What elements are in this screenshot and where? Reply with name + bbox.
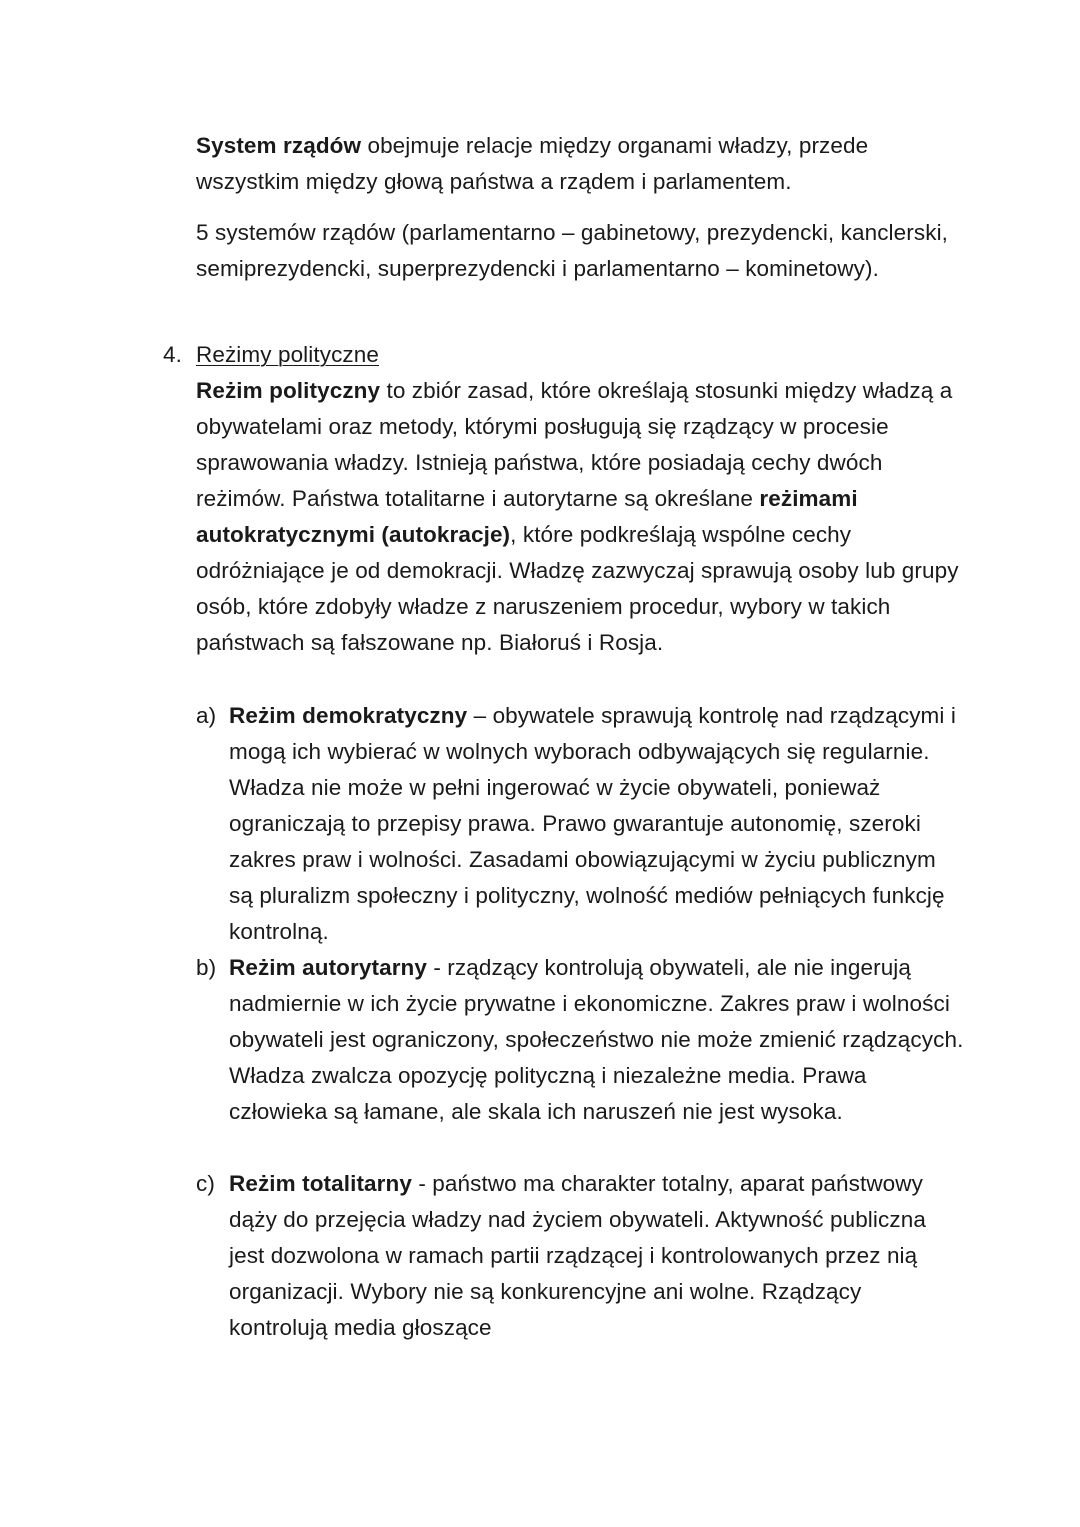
system-rzadow-term: System rządów [196, 133, 362, 158]
list-item-text: - rządzący kontrolują obywateli, ale nie ingerują nadmiernie w ich życie prywatne i ekonomiczne. Zakres praw i wolności obywateli jest ograniczony, społeczeństwo nie może zmienić rządzących. Władza zwalcza opozycję polityczną i niezależne media. Prawa człowieka są łamane, ale skala ich naruszeń nie jest wysoka. [229, 955, 964, 1124]
autocratic-description: , które podkreślają wspólne cechy odróżniające je od demokracji. Władzę zazwyczaj sprawują osoby lub grupy osób, które zdobyły władze z naruszeniem procedur, wybory w takich państwach są fałszowane np. Białoruś i Rosja. [196, 522, 959, 655]
list-marker: a) [196, 703, 217, 728]
system-rzadow-paragraph [196, 128, 966, 200]
list-item-democratic [196, 698, 966, 950]
list-item-term: Reżim totalitarny [229, 1171, 412, 1196]
list-item-totalitarian [196, 1166, 966, 1346]
list-item-body [229, 698, 966, 950]
system-rzadow-definition: obejmuje relacje między organami władzy, przede wszystkim między głową państwa a rządem i parlamentem. [196, 133, 869, 194]
list-item-body [229, 950, 966, 1130]
systems-list-paragraph: 5 systemów rządów (parlamentarno – gabinetowy, prezydencki, kanclerski, semiprezydencki, superprezydencki i parlamentarno – kominetowy). [196, 220, 949, 281]
list-item-term: Reżim demokratyczny [229, 703, 468, 728]
regime-intro-paragraph [196, 373, 966, 661]
section-heading [196, 337, 966, 373]
list-item-authoritarian [196, 950, 966, 1130]
autocratic-term: reżimami autokratycznymi (autokracje) [196, 486, 858, 547]
list-item-text: - państwo ma charakter totalny, aparat państwowy dąży do przejęcia władzy nad życiem obywateli. Aktywność publiczna jest dozwolona w ramach partii rządzącej i kontrolowanych przez nią organizacji. Wybory nie są konkurencyjne ani wolne. Rządzący kontrolują media głoszące [229, 1171, 926, 1340]
list-marker: b) [196, 955, 217, 980]
regime-definition: to zbiór zasad, które określają stosunki między władzą a obywatelami oraz metody, którymi posługują się rządzący w procesie sprawowania władzy. Istnieją państwa, które posiadają cechy dwóch reżimów. Państwa totalitarne i autorytarne są określane [196, 378, 953, 511]
list-marker: c) [196, 1171, 215, 1196]
regime-term: Reżim polityczny [196, 378, 381, 403]
section-number: 4. [163, 342, 182, 367]
list-item-term: Reżim autorytarny [229, 955, 428, 980]
list-item-body [229, 1166, 966, 1346]
section-heading-text: Reżimy polityczne [196, 342, 380, 367]
list-item-text: – obywatele sprawują kontrolę nad rządzącymi i mogą ich wybierać w wolnych wyborach odbywających się regularnie. Władza nie może w pełni ingerować w życie obywateli, ponieważ ograniczają to przepisy prawa. Prawo gwarantuje autonomię, szeroki zakres praw i wolności. Zasadami obowiązującymi w życiu publicznym są pluralizm społeczny i polityczny, wolność mediów pełniących funkcję kontrolną. [229, 703, 956, 944]
